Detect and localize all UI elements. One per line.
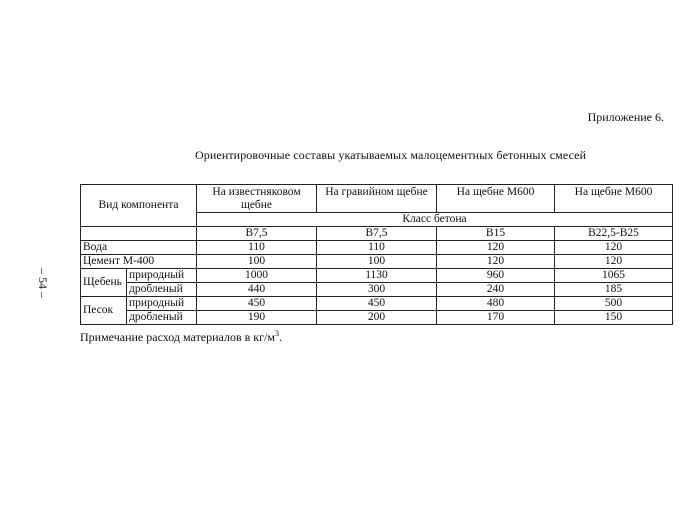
value-cell: 1065	[555, 269, 673, 283]
value-cell: 450	[197, 297, 317, 311]
value-cell: 120	[555, 241, 673, 255]
class-value: B22,5-B25	[555, 227, 673, 241]
table-row	[81, 311, 673, 325]
value-cell: 960	[437, 269, 555, 283]
table-row	[81, 283, 673, 297]
value-cell: 1130	[317, 269, 437, 283]
value-cell: 480	[437, 297, 555, 311]
value-cell: 110	[317, 241, 437, 255]
class-values-row	[81, 227, 673, 241]
value-cell: 120	[437, 241, 555, 255]
group-label: Песок	[81, 297, 127, 325]
column-header: На щебне М600	[437, 185, 555, 213]
value-cell: 440	[197, 283, 317, 297]
column-header: На щебне М600	[555, 185, 673, 213]
value-cell: 200	[317, 311, 437, 325]
note-superscript: 3	[275, 329, 279, 338]
value-cell: 300	[317, 283, 437, 297]
document-title: Ориентировочные составы укатываемых малоцементных бетонных смесей	[195, 148, 587, 162]
header-row	[81, 185, 673, 213]
sub-label: дробленый	[127, 311, 197, 325]
class-value: B15	[437, 227, 555, 241]
sub-label: природный	[127, 297, 197, 311]
table-row	[81, 269, 673, 283]
class-value: B7,5	[197, 227, 317, 241]
table-row	[81, 255, 673, 269]
table-row	[81, 297, 673, 311]
class-header: Класс бетона	[197, 213, 673, 227]
value-cell: 240	[437, 283, 555, 297]
class-value: B7,5	[317, 227, 437, 241]
value-cell: 190	[197, 311, 317, 325]
row-label: Вода	[81, 241, 197, 255]
component-header: Вид компонента	[81, 185, 197, 227]
appendix-label: Приложение 6.	[587, 110, 664, 124]
footnote	[80, 330, 282, 345]
note-text: Примечание расход материалов в кг/м	[80, 330, 275, 344]
value-cell: 110	[197, 241, 317, 255]
value-cell: 120	[555, 255, 673, 269]
value-cell: 450	[317, 297, 437, 311]
blank-cell	[81, 227, 197, 241]
value-cell: 150	[555, 311, 673, 325]
sub-label: дробленый	[127, 283, 197, 297]
mix-composition-table	[80, 184, 673, 325]
note-end: .	[279, 330, 282, 344]
value-cell: 1000	[197, 269, 317, 283]
value-cell: 170	[437, 311, 555, 325]
sub-label: природный	[127, 269, 197, 283]
table-row	[81, 241, 673, 255]
column-header: На гравийном щебне	[317, 185, 437, 213]
page-number: – 54 –	[36, 268, 50, 298]
value-cell: 120	[437, 255, 555, 269]
row-label: Цемент М-400	[81, 255, 197, 269]
group-label: Щебень	[81, 269, 127, 297]
value-cell: 500	[555, 297, 673, 311]
value-cell: 185	[555, 283, 673, 297]
value-cell: 100	[197, 255, 317, 269]
value-cell: 100	[317, 255, 437, 269]
column-header: На известняковом щебне	[197, 185, 317, 213]
